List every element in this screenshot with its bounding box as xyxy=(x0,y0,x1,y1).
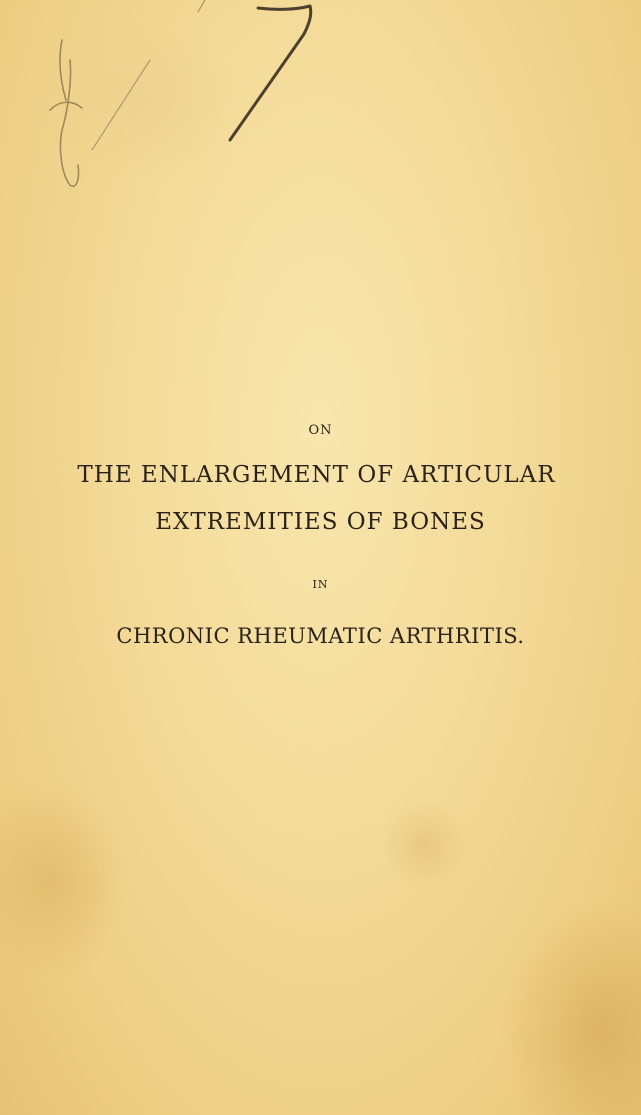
title-line-1: THE ENLARGEMENT OF ARTICULAR xyxy=(77,462,556,488)
handwritten-pencil-marks xyxy=(0,0,641,200)
pencil-numeral-seven xyxy=(230,6,311,140)
title-line-2: EXTREMITIES OF BONES xyxy=(155,509,486,535)
pencil-slash-left xyxy=(92,60,150,150)
pencil-scribble-left xyxy=(50,40,82,186)
foxing-stain xyxy=(500,900,641,1115)
title-preposition-in: IN xyxy=(312,578,329,591)
title-line-3: CHRONIC RHEUMATIC ARTHRITIS. xyxy=(116,624,525,648)
pencil-tick-top xyxy=(198,0,205,12)
title-preposition-on: ON xyxy=(308,423,333,438)
foxing-stain xyxy=(380,800,470,890)
foxing-stain xyxy=(0,780,130,980)
